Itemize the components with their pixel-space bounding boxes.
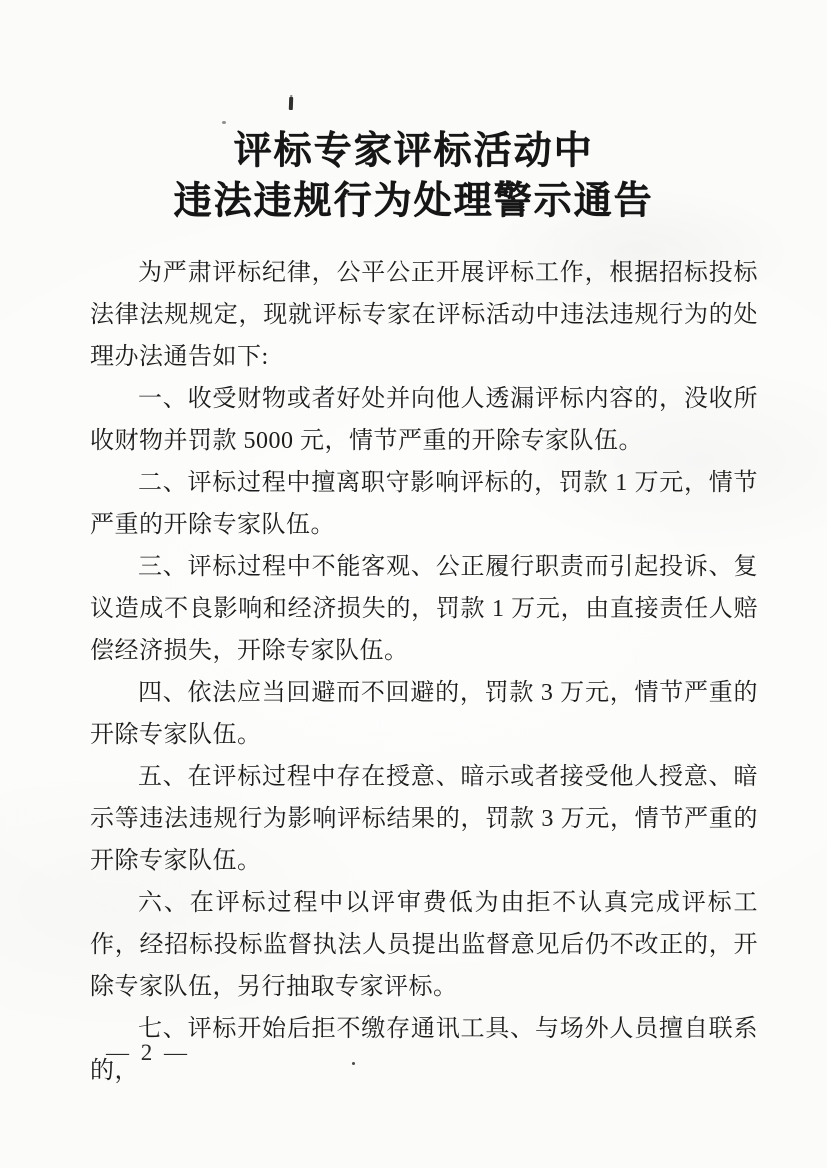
paragraph-item-2: 二、评标过程中擅离职守影响评标的，罚款 1 万元，情节严重的开除专家队伍。 [90,470,758,538]
paragraph-item-5: 五、在评标过程中存在授意、暗示或者接受他人授意、暗示等违法违规行为影响评标结果的，罚款 3 万元，情节严重的开除专家队伍。 [90,764,758,874]
paragraph-item-3: 三、评标过程中不能客观、公正履行职责而引起投诉、复议造成不良影响和经济损失的，罚款 1 万元，由直接责任人赔偿经济损失，开除专家队伍。 [90,554,758,664]
scan-artifact-mark [289,97,293,110]
page-number: — 2 — [106,1040,190,1065]
document-title-line-2: 违法违规行为处理警示通告 [173,180,654,222]
scan-artifact-dot [222,121,226,124]
document-body [90,252,758,1092]
document-title [0,126,827,226]
paragraph-item-7-partial: 七、评标开始后拒不缴存通讯工具、与场外人员擅自联系的， [90,1016,758,1084]
paragraph-intro: 为严肃评标纪律，公平公正开展评标工作，根据招标投标法律法规规定，现就评标专家在评标活动中违法违规行为的处理办法通告如下: [90,260,758,370]
paragraph-item-1: 一、收受财物或者好处并向他人透漏评标内容的，没收所收财物并罚款 5000 元，情节严重的开除专家队伍。 [90,386,758,454]
paragraph-item-4: 四、依法应当回避而不回避的，罚款 3 万元，情节严重的开除专家队伍。 [90,680,758,748]
paragraph-item-6: 六、在评标过程中以评审费低为由拒不认真完成评标工作，经招标投标监督执法人员提出监督意见后仍不改正的，开除专家队伍，另行抽取专家评标。 [90,890,758,1000]
document-title-line-1: 评标专家评标活动中 [233,130,594,172]
